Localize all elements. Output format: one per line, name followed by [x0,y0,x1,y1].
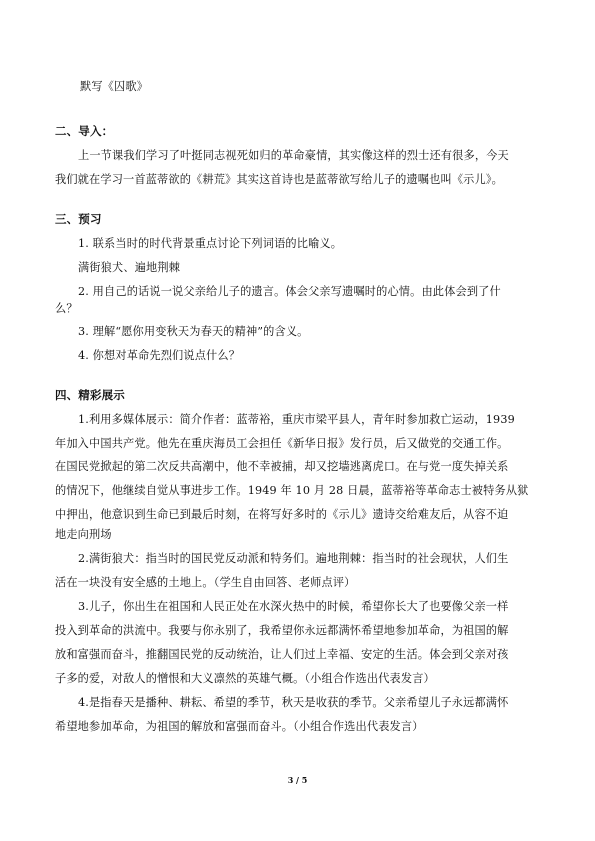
section-4-line: 在国民党掀起的第二次反共高潮中，他不幸被捕，却又挖墙逃离虎口。在与党一度失掉关系 [55,460,509,473]
section-3-line: 3. 理解“愿你用变秋天为春天的精神”的含义。 [78,325,309,338]
section-4-line: 希望地参加革命，为祖国的解放和富强而奋斗。（小组合作选出代表发言） [55,720,424,733]
section-4-line: 4.是指春天是播种、耕耘、希望的季节，秋天是收获的季节。父亲希望儿子永远都满怀 [78,696,509,709]
section-4-line: 放和富强而奋斗，推翻国民党的反动统治，让人们过上幸福、安定的生活。体会到父亲对孩 [55,648,509,661]
section-4-line: 子多的爱，对敌人的憎恨和大义凛然的英雄气概。（小组合作选出代表发言） [55,672,435,685]
section-3-line: 2. 用自己的话说一说父亲给儿子的遗言。体会父亲写遗嘱时的心情。由此体会到了什 [78,285,501,298]
section-4-line: 年加入中国共产党。他先在重庆海员工会担任《新华日报》发行员，后又做党的交通工作。 [55,437,509,450]
section-4-line: 1.利用多媒体展示：简介作者：蓝蒂裕，重庆市梁平县人，青年时参加救亡运动，1939 [78,413,515,426]
section-3-line: 满街狼犬、遍地荆棘 [78,261,181,274]
section-4-line: 投入到革命的洪流中。我要与你永别了，我希望你永远都满怀希望地参加革命，为祖国的解 [55,624,509,637]
section-4-heading: 四、精彩展示 [55,388,125,402]
section-3-heading: 三、预习 [55,212,102,226]
section-4-line: 中押出，他意识到生命已到最后时刻，在将写好多时的《示儿》遗诗交给难友后，从容不迫 [55,508,509,521]
section-3-line: 1. 联系当时的时代背景重点讨论下列词语的比喻义。 [78,237,343,250]
section-4-line: 的情况下，他继续自觉从事进步工作。1949 年 10 月 28 日晨，蓝蒂裕等革命志士被特务从狱 [55,484,529,497]
section-4-line: 地走向刑场 [55,528,112,541]
section-3-line: 么？ [55,302,78,315]
page-number: 3 / 5 [287,775,308,785]
section-3-line: 4. 你想对革命先烈们说点什么？ [78,349,241,362]
section-4-line: 2.满街狼犬：指当时的国民党反动派和特务们。遍地荆棘：指当时的社会现状，人们生 [78,552,509,565]
section-4-line: 3.儿子，你出生在祖国和人民正处在水深火热中的时候，希望你长大了也要像父亲一样 [78,600,509,613]
section-2-line: 上一节课我们学习了叶挺同志视死如归的革命豪情，其实像这样的烈士还有很多，今天 [78,149,509,162]
section-2-heading: 二、导入： [55,124,114,138]
intro-line: 默写《囚歌》 [80,80,149,93]
section-4-line: 活在一块没有安全感的土地上。（学生自由回答、老师点评） [55,576,356,589]
section-2-line: 我们就在学习一首蓝蒂欲的《耕荒》其实这首诗也是蓝蒂欲写给儿子的遗嘱也叫《示儿》。 [55,173,503,186]
